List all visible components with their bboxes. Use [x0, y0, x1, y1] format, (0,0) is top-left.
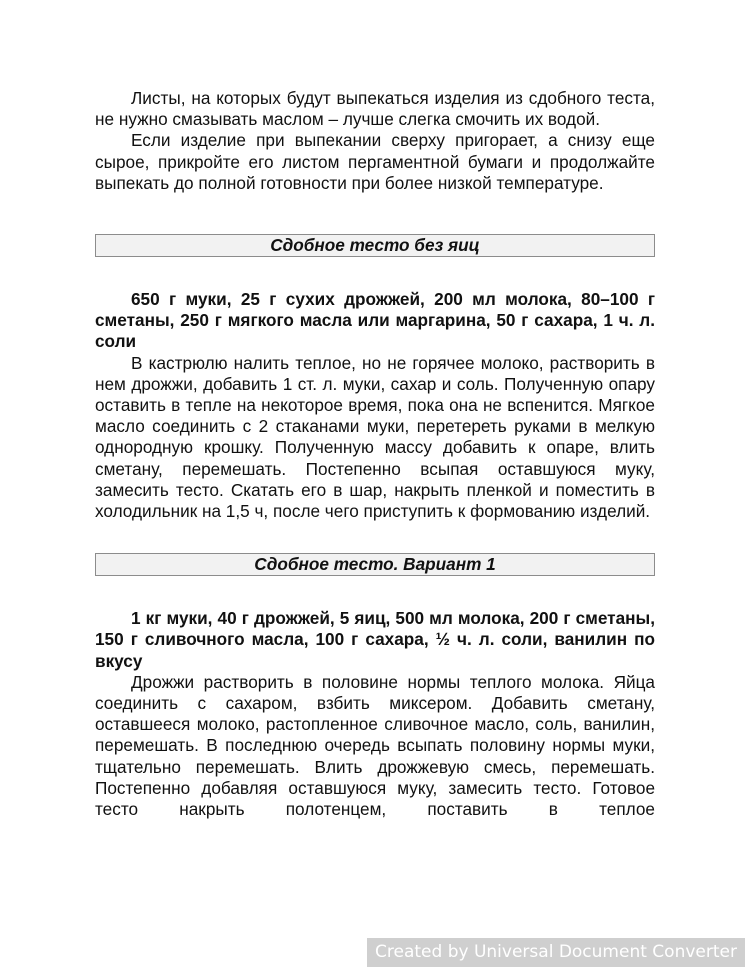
recipe-method-2: Дрожжи растворить в половине нормы теплого молока. Яйца соединить с сахаром, взбить миксером. Добавить сметану, оставшееся молоко, растопленное сливочное масло, соль, ванилин, перемешать. В последнюю очередь всыпать половину нормы муки, тщательно перемешать. Влить дрожжевую смесь, перемешать. Постепенно добавляя оставшуюся муку, замесить тесто. Готовое тесто накрыть полотенцем, поставить в теплое	[95, 671, 655, 820]
recipe-ingredients-1: 650 г муки, 25 г сухих дрожжей, 200 мл молока, 80–100 г сметаны, 250 г мягкого масла или маргарина, 50 г сахара, 1 ч. л. соли	[95, 289, 655, 352]
intro-paragraph-1: Листы, на которых будут выпекаться изделия из сдобного теста, не нужно смазывать маслом – лучше слегка смочить их водой.	[95, 88, 655, 130]
recipe-title-1: Сдобное тесто без яиц	[95, 234, 655, 257]
document-page	[95, 88, 655, 820]
recipe-method-1: В кастрюлю налить теплое, но не горячее молоко, растворить в нем дрожжи, добавить 1 ст. л. муки, сахар и соль. Полученную опару оставить в тепле на некоторое время, пока она не вспенится. Мягкое масло соединить с 2 стаканами муки, перетереть руками в мелкую однородную крошку. Полученную массу добавить к опаре, влить сметану, перемешать. Постепенно всыпая оставшуюся муку, замесить тесто. Скатать его в шар, накрыть пленкой и поместить в холодильник на 1,5 ч, после чего приступить к формованию изделий.	[95, 352, 655, 522]
recipe-title-2: Сдобное тесто. Вариант 1	[95, 553, 655, 576]
recipe-ingredients-2: 1 кг муки, 40 г дрожжей, 5 яиц, 500 мл молока, 200 г сметаны, 150 г сливочного масла, 100 г сахара, ½ ч. л. соли, ванилин по вкусу	[95, 608, 655, 671]
intro-paragraph-2: Если изделие при выпекании сверху пригорает, а снизу еще сырое, прикройте его листом пергаментной бумаги и продолжайте выпекать до полной готовности при более низкой температуре.	[95, 130, 655, 193]
converter-watermark: Created by Universal Document Converter	[367, 938, 745, 967]
